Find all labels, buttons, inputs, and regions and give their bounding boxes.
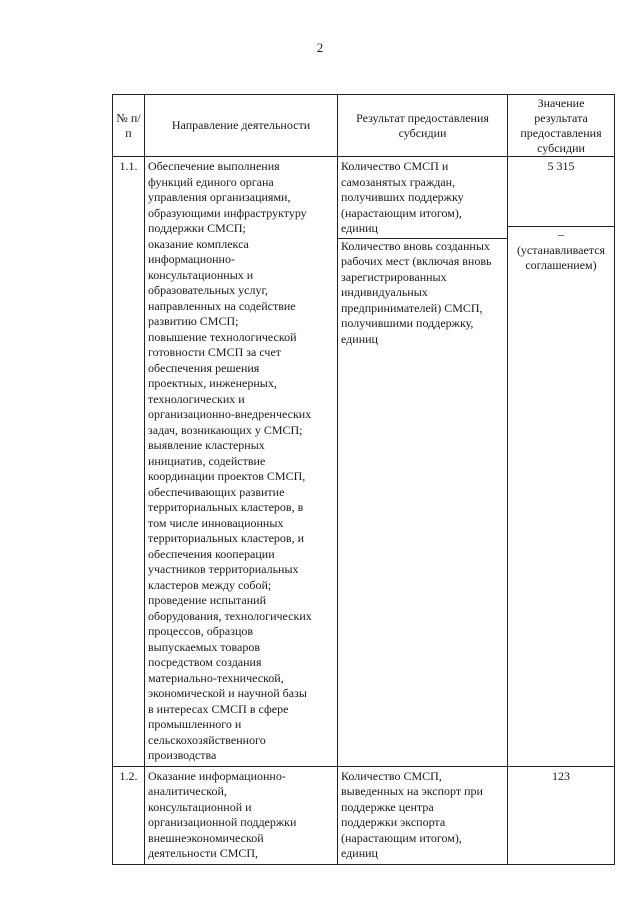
text-line: обеспечения кооперации xyxy=(148,546,275,561)
text-line: сельскохозяйственного xyxy=(148,732,266,747)
text-line: повышение технологической xyxy=(148,329,297,344)
text-line: информационно- xyxy=(148,252,235,266)
text-line: рабочих мест (включая вновь xyxy=(341,254,492,268)
text-line: посредством создания xyxy=(148,655,262,669)
text-line: образующими инфраструктуру xyxy=(148,205,307,220)
table-row xyxy=(113,157,615,767)
header-value: Значение результата предоставления субсидии xyxy=(508,95,615,157)
text-line: Количество СМСП и xyxy=(341,159,449,173)
text-line: предпринимателей) СМСП, xyxy=(341,300,483,315)
text-line: том числе инновационных xyxy=(148,515,284,530)
direction-cell xyxy=(145,157,338,767)
text-line: готовности СМСП за счет xyxy=(148,345,282,359)
direction-text xyxy=(148,159,334,764)
text-line: (нарастающим итогом), xyxy=(341,205,462,220)
text-line: проектных, инженерных, xyxy=(148,376,277,390)
value-cell xyxy=(508,157,615,767)
text-line: единиц xyxy=(341,331,378,346)
text-line: оборудования, технологических xyxy=(148,608,312,623)
text-line: проведение испытаний xyxy=(148,593,267,607)
text-line: самозанятых граждан, xyxy=(341,174,456,189)
text-line: образовательных услуг, xyxy=(148,283,269,297)
text-line: индивидуальных xyxy=(341,285,428,299)
text-line: управления организациями, xyxy=(148,190,291,204)
result-value: 5 315 xyxy=(508,157,614,227)
header-direction: Направление деятельности xyxy=(145,95,338,157)
text-line: Количество СМСП, xyxy=(341,768,442,783)
text-line: получившими поддержку, xyxy=(341,316,474,330)
value-cell xyxy=(508,766,615,864)
text-line: Количество вновь созданных xyxy=(341,238,490,253)
text-line: направленных на содействие xyxy=(148,298,296,313)
text-line: инициатив, содействие xyxy=(148,453,266,468)
table-header-row xyxy=(113,95,615,157)
text-line: организационной поддержки xyxy=(148,815,297,829)
table-row xyxy=(113,766,615,864)
text-line: аналитической, xyxy=(148,784,227,798)
text-line: (устанавливается xyxy=(516,242,606,257)
header-result: Результат предоставления субсидии xyxy=(338,95,508,157)
text-line: выявление кластерных xyxy=(148,438,265,452)
text-line: единиц xyxy=(341,846,378,860)
header-num: № п/п xyxy=(113,95,145,157)
result-item xyxy=(338,157,507,239)
text-line: в интересах СМСП в сфере xyxy=(148,701,289,716)
result-cell xyxy=(338,766,508,864)
subsidy-results-table xyxy=(112,94,615,865)
text-line: задач, возникающих у СМСП; xyxy=(148,422,303,437)
text-line: кластеров между собой; xyxy=(148,577,272,592)
text-line: функций единого органа xyxy=(148,174,274,189)
text-line: единиц xyxy=(341,221,378,235)
text-line: – xyxy=(558,227,564,241)
text-line: (нарастающим итогом), xyxy=(341,830,462,845)
text-line: экономической и научной базы xyxy=(148,686,307,700)
text-line: координации проектов СМСП, xyxy=(148,469,306,483)
result-value: 123 xyxy=(552,768,570,783)
text-line: зарегистрированных xyxy=(341,269,447,284)
text-line: консультационной и xyxy=(148,799,252,814)
row-num: 1.1. xyxy=(113,157,145,767)
text-line: поддержки экспорта xyxy=(341,815,446,829)
text-line: Оказание информационно- xyxy=(148,768,286,783)
row-num: 1.2. xyxy=(113,766,145,864)
page-number: 2 xyxy=(316,40,324,55)
text-line: производства xyxy=(148,748,217,762)
text-line: выведенных на экспорт при xyxy=(341,784,483,798)
text-line: поддержки СМСП; xyxy=(148,221,246,235)
text-line: технологических и xyxy=(148,391,245,406)
direction-text xyxy=(148,769,334,862)
text-line: деятельности СМСП, xyxy=(148,846,259,860)
text-line: организационно-внедренческих xyxy=(148,407,312,421)
text-line: соглашением) xyxy=(525,258,597,272)
text-line: обеспечения решения xyxy=(148,360,260,375)
text-line: развитию СМСП; xyxy=(148,314,239,328)
text-line: территориальных кластеров, и xyxy=(148,531,305,545)
text-line: участников территориальных xyxy=(148,562,299,576)
text-line: оказание комплекса xyxy=(148,236,249,251)
text-line: внешнеэкономической xyxy=(148,830,264,845)
result-item xyxy=(338,237,507,349)
text-line: Обеспечение выполнения xyxy=(148,159,280,173)
text-line: консультационных и xyxy=(148,267,254,282)
text-line: обеспечивающих развитие xyxy=(148,484,285,499)
text-line: материально-технической, xyxy=(148,670,284,685)
text-line: поддержке центра xyxy=(341,799,434,814)
text-line: получивших поддержку xyxy=(341,190,464,204)
text-line: территориальных кластеров, в xyxy=(148,500,304,514)
direction-cell xyxy=(145,766,338,864)
text-line: выпускаемых товаров xyxy=(148,639,261,654)
result-value xyxy=(508,225,614,274)
text-line: процессов, образцов xyxy=(148,624,254,638)
result-item xyxy=(341,769,504,862)
text-line: промышленного и xyxy=(148,717,242,731)
result-cell xyxy=(338,157,508,767)
